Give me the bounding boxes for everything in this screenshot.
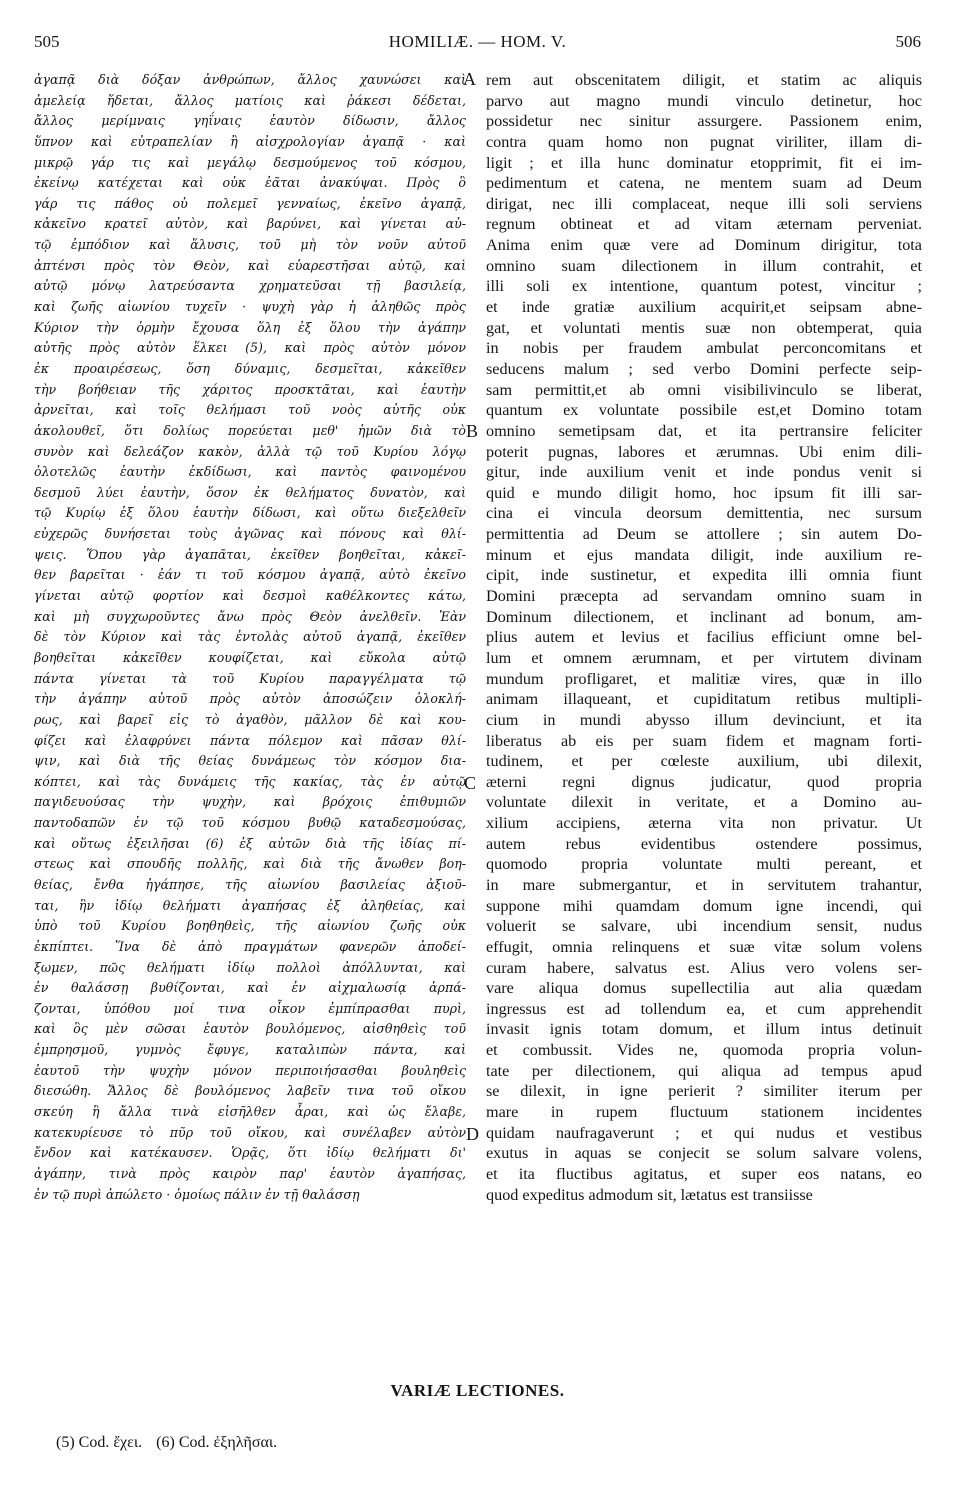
greek-text-line: διεσώθη. Ἄλλος δὲ βουλόμενος λαβεῖν τινα τοῦ οἴκου — [34, 1083, 466, 1099]
latin-text-line: dirigat, nec illi complaceat, neque illi soli serviens — [486, 194, 922, 213]
greek-text-line: κόπτει, καὶ τὰς δυνάμεις τῆς κακίας, τὰς ἐν αὐτῷ — [34, 773, 466, 789]
greek-text-line: καὶ ζωῆς αἰωνίου τυχεῖν · ψυχὴ γὰρ ἡ ἀληθῶς πρὸς — [34, 299, 466, 315]
latin-text-line: invasit ignis totam domum, et illum intus detinuit — [486, 1020, 922, 1039]
latin-text-line: omnino suam dilectionem in illum contrahit, et — [486, 256, 922, 275]
greek-text-line: καὶ ὃς μὲν σῶσαι ἑαυτὸν βουλόμενος, αἰσθηθεὶς τοῦ — [34, 1021, 466, 1037]
latin-text-line: omnino semetipsam dat, et ita pertransire feliciter — [486, 421, 922, 440]
latin-text-line: lum et omnem ærumnam, et per virtutem divinam — [486, 648, 922, 667]
greek-text-line: ψεις. Ὅπου γὰρ ἀγαπᾶται, ἐκεῖθεν βοηθεῖται, κἀκεῖ- — [34, 546, 466, 562]
latin-text-line: gat, et voluntati mentis suæ non obtemperat, quia — [486, 318, 922, 337]
greek-text-line: πάντα γίνεται τὰ τοῦ Κυρίου παραγγέλματα τῷ — [34, 670, 466, 686]
latin-text-line: vare aliqua domus supellectilia aut alia quædam — [486, 979, 922, 998]
latin-text-line: possidetur nec sinitur assurgere. Passionem enim, — [486, 112, 922, 131]
latin-text-line: voluntate dilexit in veritate, et a Domino au- — [486, 793, 922, 812]
greek-text-line: φίζει καὶ ἐλαφρύνει πάντα πόλεμον καὶ πᾶσαν θλί- — [34, 732, 466, 748]
running-title: HOMILIÆ. — HOM. V. — [388, 32, 567, 51]
latin-text-line: parvo aut magno mundi vinculo detinetur, hoc — [486, 91, 922, 110]
greek-text-line: θεν βαρεῖται · ἐάν τι τοῦ κόσμου ἀγαπᾷ, αὐτὸ ἐκεῖνο — [34, 567, 466, 583]
greek-text-line: βοηθεῖται κἀκεῖθεν κουφίζεται, καὶ εὔκολα αὐτῷ — [34, 649, 466, 665]
section-marker-d: D — [466, 1124, 479, 1144]
greek-text-line: μικρῷ γάρ τις καὶ μεγάλῳ δεσμούμενος τοῦ κόσμου, — [34, 154, 466, 170]
greek-text-line: ξωμεν, πῶς θελήματι ἰδίῳ πολλοὶ ἀπόλλυνται, καὶ — [34, 959, 466, 975]
greek-text-line: στεως καὶ σπουδῆς πολλῆς, καὶ διὰ τῆς ἄνωθεν βοη- — [34, 856, 466, 872]
greek-text-line: ρως, καὶ βαρεῖ εἰς τὸ ἀγαθὸν, μᾶλλον δὲ καὶ κου- — [34, 711, 466, 727]
greek-text-line: κατεκυρίευσε τὸ πῦρ τοῦ οἴκου, καὶ συνέλαβεν αὐτὸν — [34, 1124, 466, 1140]
greek-text-line: αὐτῆς πρὸς αὐτὸν ἕλκει (5), καὶ πρὸς αὐτὸν μόνον — [34, 340, 466, 356]
latin-text-line: pedimentum et catena, ne mentem suam ad Deum — [486, 174, 922, 193]
latin-text-line: mundum profligaret, et malitiæ vires, quæ in illo — [486, 669, 922, 688]
greek-text-line: ἀπτένσι πρὸς τὸν Θεὸν, καὶ εὐαρεστῆσαι αὐτῷ, καὶ — [34, 257, 466, 273]
greek-text-line: ἀγαπᾷ διὰ δόξαν ἀνθρώπων, ἄλλος χαυνώσει καὶ — [34, 72, 466, 87]
latin-text-line: seducens malum ; sed verbo Domini perfecte seip- — [486, 359, 922, 378]
latin-text-line: effugit, omnia relinquens et suæ vitæ solum volens — [486, 937, 922, 956]
greek-text-line: ἀκολουθεῖ, ὅτι δολίως πορεύεται μεθ' ἡμῶν διὰ τὸ — [34, 422, 466, 438]
page-number-right: 506 — [895, 32, 921, 51]
latin-text-line: mare in rupem fluctuum stationem incidentes — [486, 1103, 922, 1122]
latin-text-line: regnum obtineat et ad vitam æternam perveniat. — [486, 215, 922, 234]
latin-text-line: quomodo propria voluntate multi pereant, et — [486, 855, 922, 874]
section-marker-b: B — [466, 421, 479, 441]
latin-text-line: et ita fluctibus agitatus, et super eos natans, eo — [486, 1164, 922, 1183]
latin-text-line: plius autem et levius et facilius efficiunt omne bel- — [486, 628, 922, 647]
latin-text-line: voluerit se salvare, ubi incendium sensit, nudus — [486, 917, 922, 936]
latin-text-line: curam habere, salvatus est. Alius vero volens ser- — [486, 958, 922, 977]
greek-text-line: παντοδαπῶν ἐν τῷ τοῦ κόσμου βυθῷ καταδεσμούσας, — [34, 815, 466, 831]
latin-text-line: permittentia ad Deum se attollere ; sin autem Do- — [486, 525, 922, 544]
greek-text-line: ἑαυτοῦ τὴν ψυχὴν μόνον περιποιήσασθαι βουληθεὶς — [34, 1062, 466, 1078]
greek-text-line: ὕπνον καὶ εὐτραπελίαν ἢ αἰσχρολογίαν ἀγαπᾷ · καὶ — [34, 133, 466, 149]
greek-text-line: ἐμπρησμοῦ, γυμνὸς ἔφυγε, καταλιπὼν πάντα, καὶ — [34, 1042, 466, 1058]
greek-text-line: ἀμελείᾳ ἥδεται, ἄλλος ματίοις καὶ ῥάκεσι δέδεται, — [34, 92, 466, 108]
greek-text-line: ἐκπίπτει. Ἵνα δὲ ἀπὸ πραγμάτων φανερῶν ἀποδεί- — [34, 938, 466, 954]
latin-text-line: cina ei vincula deorsum demittentia, nec sursum — [486, 504, 922, 523]
greek-text-line: καὶ μὴ συγχωροῦντες ἄνω πρὸς Θεὸν ἀνελθεῖν. Ἐὰν — [34, 608, 466, 624]
latin-text-line: tudinem, et per cœleste auxilium, ubi dilexit, — [486, 752, 922, 771]
latin-text-line: illi soli ex intentione, quantum potest, vincitur ; — [486, 277, 922, 296]
latin-text-line: Domini præcepta ad servandam omnino suam in — [486, 587, 922, 606]
latin-text-line: poterit pugnas, labores et ærumnas. Ubi enim dili- — [486, 442, 922, 461]
variant-note: (6) Cod. ἐξηλῆσαι. — [156, 1434, 278, 1451]
greek-text-line: ἐν τῷ πυρὶ ἀπώλετο · ὁμοίως πάλιν ἐν τῇ θαλάσσῃ — [34, 1186, 360, 1202]
greek-text-line: ἀγάπην, τινὰ πρὸς καιρὸν παρ' ἑαυτὸν ἀγαπήσας, — [34, 1165, 466, 1181]
latin-text-line: Dominum dilectionem, et inclinant ad bonum, am- — [486, 607, 922, 626]
latin-column — [486, 70, 922, 1205]
greek-text-line: Κύριον τὴν ὁρμὴν ἔχουσα ὅλη ἐξ ὅλου τὴν ἀγάπην — [34, 319, 466, 335]
greek-text-line: ται, ἣν ἰδίῳ θελήματι ἀγαπήσας ἐξ ἀληθείας, καὶ — [34, 897, 466, 913]
latin-text-line: suppone mihi quamdam domum igne incendi, qui — [486, 896, 922, 915]
latin-text-line: animam illaqueant, et cupiditatum retibus multipli- — [486, 690, 922, 709]
variant-note: (5) Cod. ἔχει. — [56, 1434, 143, 1451]
greek-text-line: ζονται, ὑπόθου μοί τινα οἶκον ἐμπίπρασθαι πυρὶ, — [34, 1000, 466, 1016]
greek-text-line: σκεύη ἢ ἄλλα τινὰ εἰσῆλθεν ἆραι, καὶ ὡς ἔλαβε, — [34, 1104, 466, 1120]
greek-text-line: συνὸν καὶ δελεάζον κακὸν, ἀλλὰ τῷ τοῦ Κυρίου λόγῳ — [34, 443, 466, 459]
latin-text-line: cipit, inde sustinetur, et expedita illi omnia fiunt — [486, 566, 922, 585]
greek-text-line: τὴν ἀγάπην αὐτοῦ πρὸς αὐτὸν ἀποσώζειν ὁλοκλή- — [34, 691, 466, 707]
latin-text-line: et inde gratiæ auxilium acquirit,et seipsam abne- — [486, 298, 922, 317]
latin-text-line: se dilexit, in igne perierit ? similiter iterum per — [486, 1082, 922, 1101]
variae-notes — [56, 1434, 287, 1452]
latin-text-line: quid e mundo diligit homo, hoc ipsum fit illi sar- — [486, 483, 922, 502]
greek-text-line: ὑπὸ τοῦ Κυρίου βοηθηθεὶς, τῆς αἰωνίου ζωῆς οὐκ — [34, 918, 466, 934]
greek-text-line: ψιν, καὶ διὰ τῆς θείας δυνάμεως τὸν κόσμον δια- — [34, 753, 466, 769]
latin-text-line: ligit ; et illa hunc dominatur etopprimit, fit ei im- — [486, 153, 922, 172]
latin-text-line: minum et ejus mandata diligit, inde auxilium re- — [486, 545, 922, 564]
greek-text-line: γάρ τις πάθος οὐ πολεμεῖ γενναίως, ἐκεῖνο ἀγαπᾷ, — [34, 195, 466, 211]
latin-text-line: in mare submergantur, et in servitutem trahantur, — [486, 875, 922, 894]
section-marker-a: A — [463, 69, 476, 89]
latin-text-line: gitur, inde auxilium venit et inde pondus venit si — [486, 463, 922, 482]
latin-text-line: quidam naufragaverunt ; et qui nudus et vestibus — [486, 1123, 922, 1142]
greek-text-line: εὐχερῶς δυνήσεται τοὺς ἀγῶνας καὶ πόνους καὶ θλί- — [34, 526, 466, 542]
greek-text-line: ἀρνεῖται, καὶ τοῖς θελήμασι τοῦ νοὸς αὐτῆς οὐκ — [34, 402, 466, 418]
greek-text-line: γίνεται αὐτῷ φορτίον καὶ δεσμοὶ καθέλκοντες κάτω, — [34, 588, 466, 604]
greek-text-line: δεσμοῦ λύει ἑαυτὴν, ὅσον ἐκ θελήματος δυνατὸν, καὶ — [34, 484, 466, 500]
latin-text-line: et combussit. Vides ne, quomoda propria volun- — [486, 1041, 922, 1060]
greek-text-line: κἀκεῖνο κρατεῖ αὐτὸν, καὶ βαρύνει, καὶ γίνεται αὐ- — [34, 216, 466, 232]
greek-text-line: θείας, ἔνθα ἠγάπησε, τῆς αἰωνίου βασιλείας ἀξιοῦ- — [34, 876, 466, 892]
latin-text-line: autem rebus evidentibus ostendere possimus, — [486, 834, 922, 853]
latin-text-line: tate per dilectionem, qui aliqua ad tempus apud — [486, 1061, 922, 1080]
greek-text-line: τῷ ἐμπόδιον καὶ ἅλυσις, τοῦ μὴ τὸν νοῦν αὐτοῦ — [34, 237, 466, 253]
latin-text-line: cium in mundi abysso illum devinciunt, et ita — [486, 710, 922, 729]
page-number-left: 505 — [34, 32, 60, 51]
variae-lectiones-title: VARIÆ LECTIONES. — [390, 1381, 565, 1400]
greek-text-line: καὶ οὕτως ἐξειλῆσαι (6) ἐξ αὐτῶν διὰ τῆς ἰδίας πί- — [34, 835, 466, 851]
latin-text-line: xilium accipiens, æterna vita non privatur. Ut — [486, 814, 922, 833]
greek-column — [34, 70, 466, 1205]
greek-text-line: τὴν βοήθειαν τῆς χάριτος προσκτᾶται, καὶ ἑαυτὴν — [34, 381, 466, 397]
greek-text-line: ὁλοτελῶς ἑαυτὴν ἐκδίδωσι, καὶ παντὸς φαινομένου — [34, 464, 466, 480]
latin-text-line: exutus in aquas se conjecit se solum salvare volens, — [486, 1144, 922, 1163]
greek-text-line: ἐκ προαιρέσεως, ὅση δύναμις, δεσμεῖται, κἀκεῖθεν — [34, 360, 466, 376]
greek-text-line: τῷ Κυρίῳ ἐξ ὅλου ἑαυτὴν δίδωσι, καὶ οὕτω διεξελθεῖν — [34, 505, 466, 521]
latin-text-line: contra quam homo non pugnat viriliter, illam di- — [486, 132, 922, 151]
greek-text-line: δὲ τὸν Κύριον καὶ τὰς ἐντολὰς αὐτοῦ ἀγαπᾷ, ἐκεῖθεν — [34, 629, 466, 645]
greek-text-line: παγιδευούσας τὴν ψυχὴν, καὶ βρόχοις ἐπιθυμιῶν — [34, 794, 466, 810]
latin-text-line: Anima enim quæ vere ad Dominum dirigitur, tota — [486, 236, 922, 255]
greek-text-line: ἔνδον καὶ κατέκαυσεν. Ὁρᾷς, ὅτι ἰδίῳ θελήματι δι' — [34, 1145, 466, 1161]
latin-text-line: sam permittit,et ab omni visibilivinculo se liberat, — [486, 380, 922, 399]
greek-text-line: ἐν θαλάσσῃ βυθίζονται, καὶ ἐν αἰχμαλωσίᾳ ἁρπά- — [34, 980, 466, 996]
latin-text-line: rem aut obscenitatem diligit, et statim ac aliquis — [486, 71, 922, 89]
page-header — [34, 32, 921, 54]
section-marker-c: C — [464, 773, 477, 793]
latin-text-line: ingressus est ad tollendum ea, et cum apprehendit — [486, 999, 922, 1018]
latin-text-line: quantum ex voluntate possibile est,et Domino totam — [486, 401, 922, 420]
greek-text-line: ἐκείνῳ κατέχεται καὶ οὐκ ἐᾶται ἀνακύψαι. Πρὸς ὃ — [34, 175, 466, 191]
latin-text-line: in nobis per fraudem ambulat perconcomitans et — [486, 339, 922, 358]
latin-text-line: liberatus ab eis per suam fidem et magnam forti- — [486, 731, 922, 750]
greek-text-line: ἄλλος μερίμναις γηΐναις ἑαυτὸν δίδωσιν, ἄλλος — [34, 113, 466, 129]
latin-text-line: æterni regni dignus judicatur, quod propria — [486, 772, 922, 791]
latin-text-line: quod expeditus admodum sit, lætatus est transiisse — [486, 1185, 813, 1204]
greek-text-line: αὐτῷ μόνῳ λατρεύσαντα χρηματεῦσαι τῇ βασιλείᾳ, — [34, 278, 466, 294]
